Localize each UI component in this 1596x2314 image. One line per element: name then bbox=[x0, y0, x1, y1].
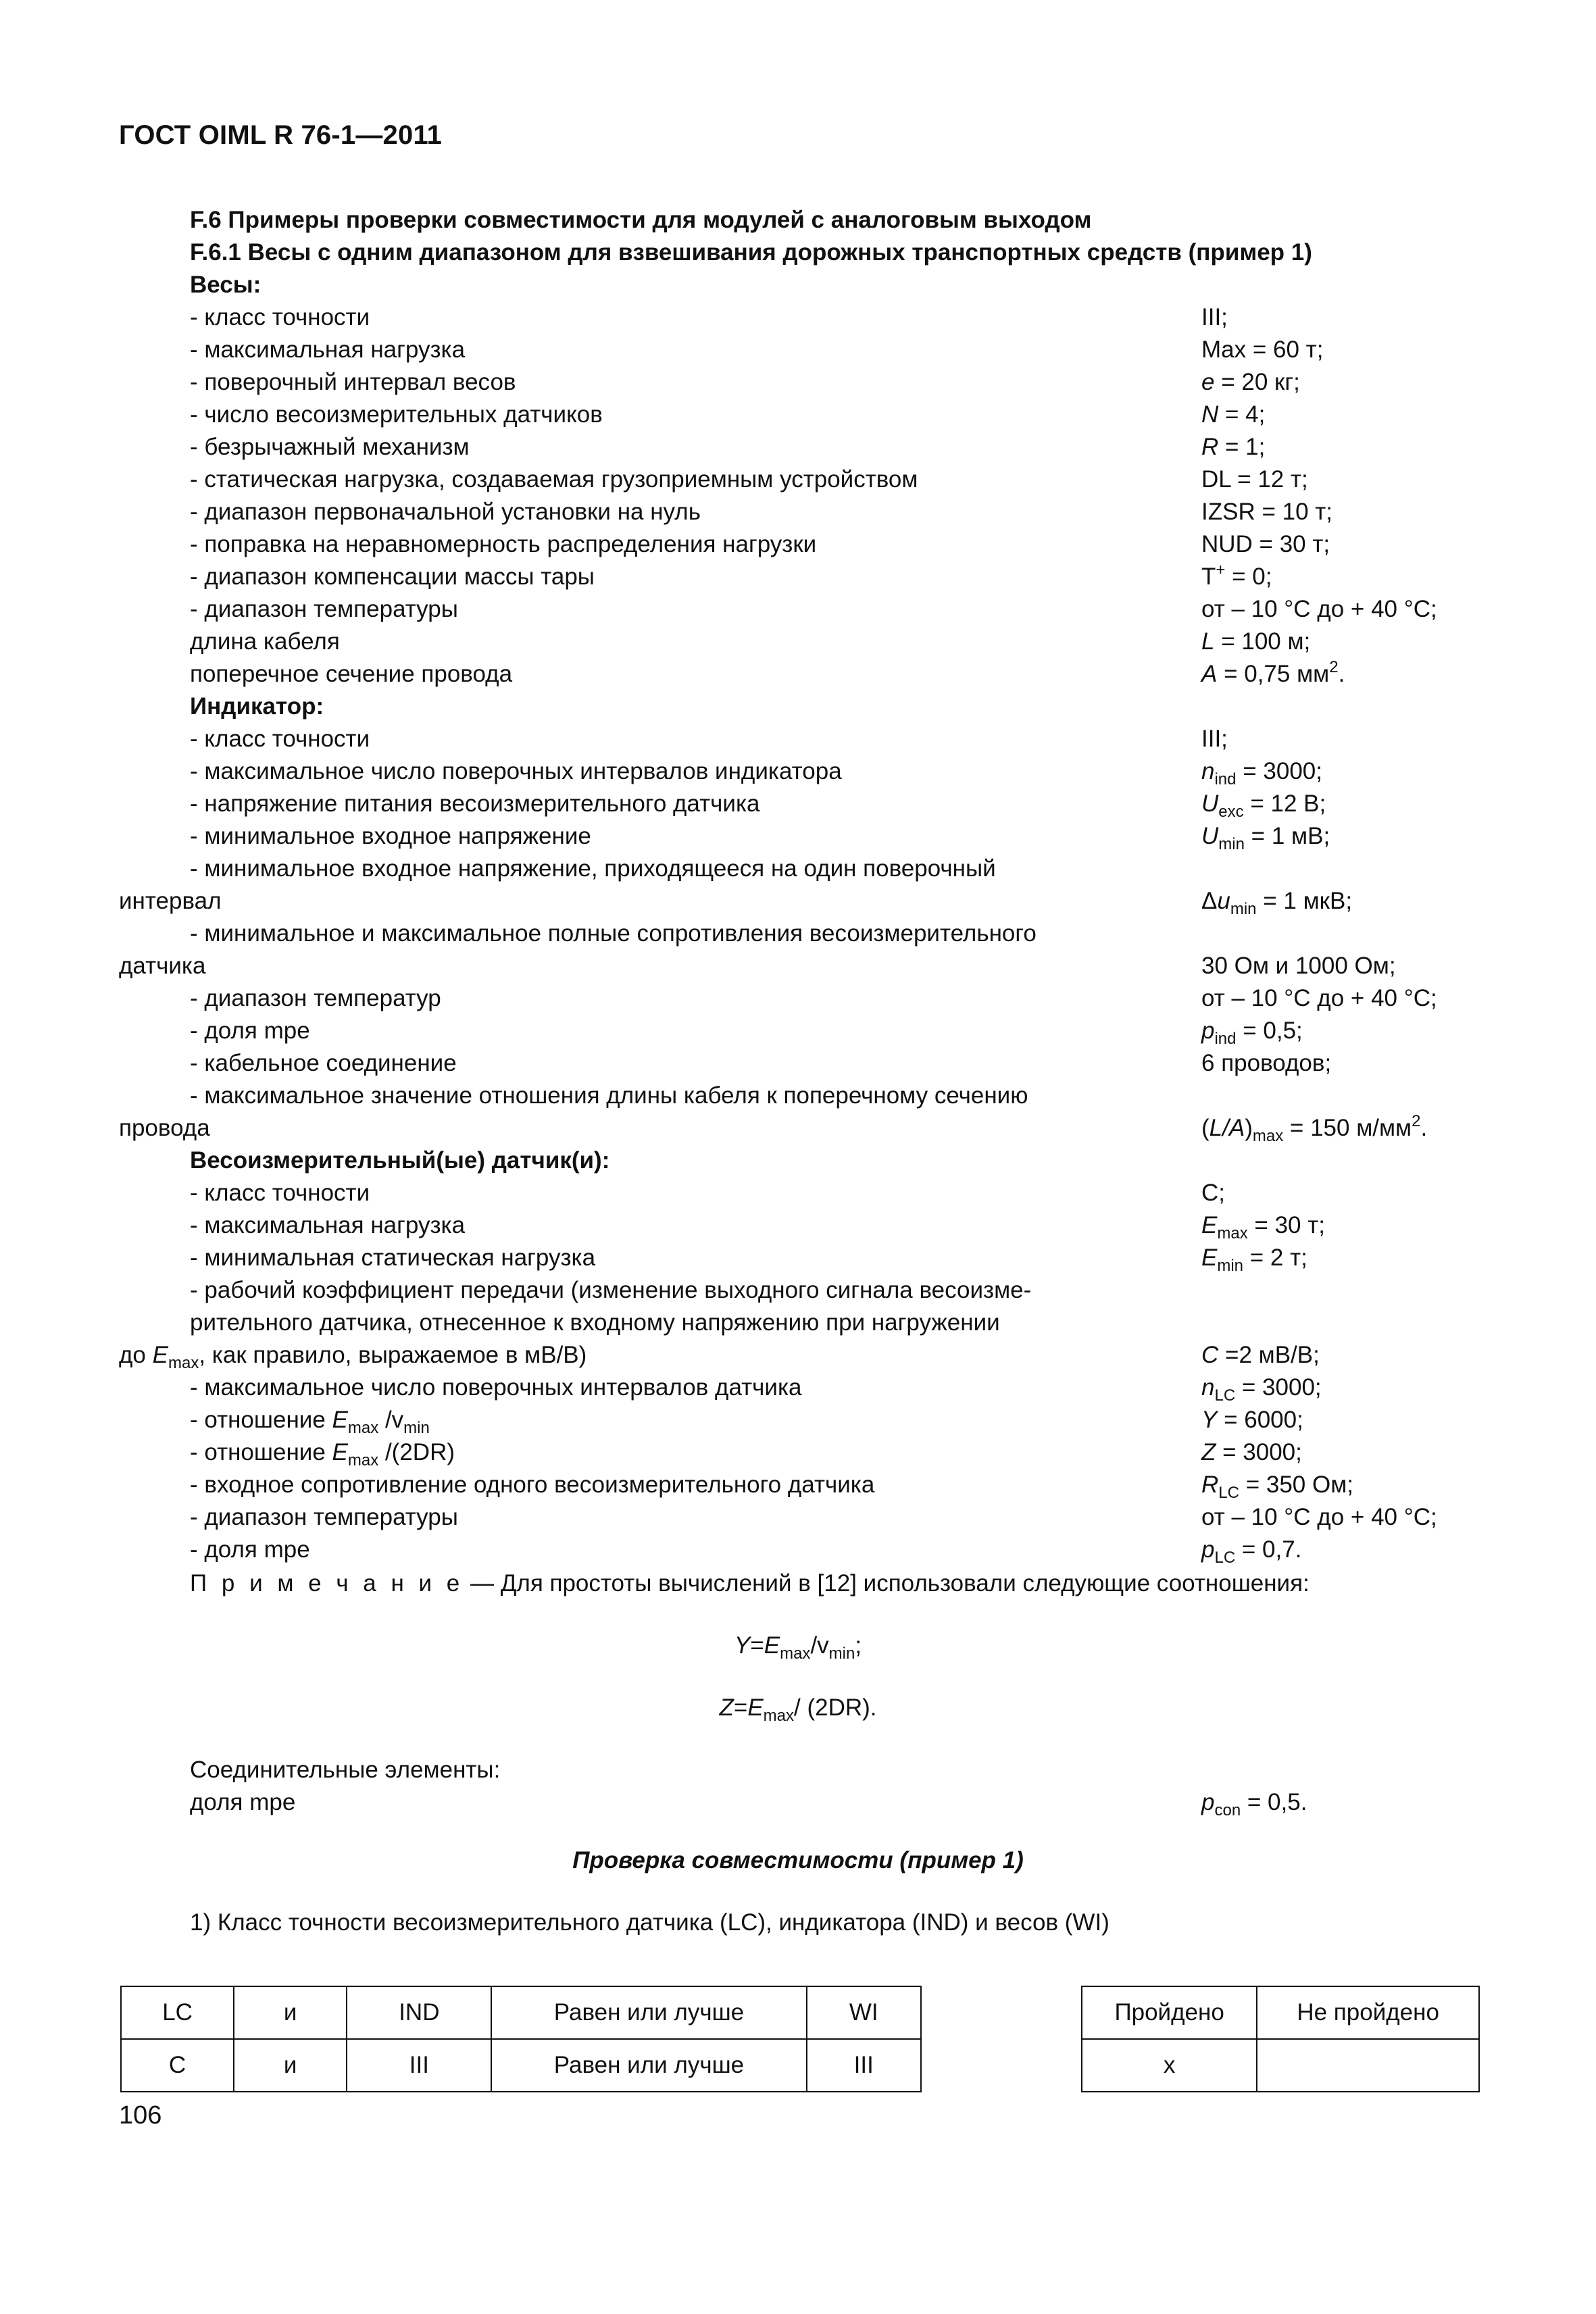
param-value: $p_{con} = 0,5$. bbox=[1201, 1789, 1307, 1819]
table-header: Пройдено bbox=[1082, 1986, 1257, 2039]
table-cell: Равен или лучше bbox=[491, 1986, 806, 2039]
passed-mark: x bbox=[1082, 2039, 1257, 2092]
param-row bbox=[119, 301, 1470, 334]
param-row bbox=[119, 626, 1470, 658]
formula-z: $Z=E_{max}/$ (2DR). bbox=[719, 1694, 877, 1725]
param-value: от – 10 °C до + 40 °C; bbox=[1201, 596, 1437, 622]
table-cell: IND bbox=[347, 1986, 491, 2039]
param-value: $(L/A)_{max} = 150$ $м/мм^2$. bbox=[1201, 1112, 1428, 1145]
param-row bbox=[119, 755, 1470, 788]
param-label: - доля mpe bbox=[190, 1017, 310, 1044]
param-value: 6 проводов; bbox=[1201, 1050, 1332, 1076]
param-value: $E_{min} = 2$ т; bbox=[1201, 1244, 1307, 1275]
param-row bbox=[119, 1534, 1470, 1566]
scales-list bbox=[119, 301, 1470, 690]
param-row bbox=[119, 950, 1470, 982]
param-label: - диапазон температуры bbox=[190, 1504, 458, 1530]
param-value: $n_{ind} = 3000$; bbox=[1201, 758, 1322, 788]
param-value: Y = 6000; bbox=[1201, 1407, 1303, 1433]
table-row bbox=[1082, 2039, 1479, 2092]
indicator-heading: Индикатор: bbox=[190, 693, 324, 720]
param-value: $\Delta u_{min} = 1$ мкВ; bbox=[1201, 888, 1353, 918]
param-label: - число весоизмерительных датчиков bbox=[190, 401, 603, 428]
result-table bbox=[1081, 1986, 1480, 2092]
param-row bbox=[119, 1112, 1470, 1145]
section-heading: F.6 Примеры проверки совместимости для модулей с аналоговым выходом bbox=[190, 207, 1092, 233]
param-value: 30 Ом и 1000 Ом; bbox=[1201, 953, 1396, 979]
param-label: - минимальная статическая нагрузка bbox=[190, 1244, 596, 1271]
document-header: ГОСТ OIML R 76-1—2011 bbox=[119, 120, 443, 150]
param-value: R = 1; bbox=[1201, 434, 1266, 460]
param-row bbox=[119, 463, 1470, 496]
param-label: - поправка на неравномерность распределения нагрузки bbox=[190, 531, 817, 557]
connectors-heading: Соединительные элементы: bbox=[190, 1757, 501, 1783]
table-cell: WI bbox=[807, 1986, 922, 2039]
section-subheading: F.6.1 Весы с одним диапазоном для взвешивания дорожных транспортных средств (пример 1) bbox=[190, 239, 1312, 266]
param-label: - доля mpe bbox=[190, 1536, 310, 1563]
table-header: Не пройдено bbox=[1257, 1986, 1479, 2039]
param-value: $U_{min} = 1$ мВ; bbox=[1201, 823, 1330, 853]
class-comparison-table bbox=[120, 1986, 922, 2092]
param-row bbox=[119, 885, 1470, 917]
param-row bbox=[119, 1242, 1470, 1274]
param-row bbox=[119, 982, 1470, 1015]
param-label: - кабельное соединение bbox=[190, 1050, 457, 1076]
table-row bbox=[121, 1986, 921, 2039]
param-row bbox=[119, 1015, 1470, 1047]
param-value: A = 0,75 $мм^2$. bbox=[1201, 658, 1345, 687]
param-value: C =2 мВ/В; bbox=[1201, 1342, 1320, 1368]
table-cell: LC bbox=[121, 1986, 234, 2039]
param-label: - класс точности bbox=[190, 1180, 370, 1206]
param-label-line: - рабочий коэффициент передачи (изменение выходного сигнала весоизме- bbox=[190, 1277, 1032, 1303]
param-value: C; bbox=[1201, 1180, 1225, 1206]
param-label: - класс точности bbox=[190, 304, 370, 330]
table-cell: III bbox=[347, 2039, 491, 2092]
param-label: - максимальное число поверочных интервалов индикатора bbox=[190, 758, 842, 784]
table-cell: и bbox=[234, 1986, 347, 2039]
param-value: $R_{LC} = 350$ Ом; bbox=[1201, 1472, 1353, 1502]
param-label: - безрычажный механизм bbox=[190, 434, 470, 460]
param-value: от – 10 °C до + 40 °C; bbox=[1201, 1504, 1437, 1530]
table-cell bbox=[1257, 2039, 1479, 2092]
formula-y: $Y=E_{max}/v_{min}$; bbox=[734, 1632, 862, 1663]
scales-heading: Весы: bbox=[190, 272, 261, 298]
param-row bbox=[119, 1339, 1470, 1372]
param-row bbox=[119, 1404, 1470, 1436]
param-value: $n_{LC} = 3000$; bbox=[1201, 1374, 1322, 1405]
param-value: DL = 12 т; bbox=[1201, 466, 1308, 493]
param-label: - класс точности bbox=[190, 726, 370, 752]
param-label: датчика bbox=[119, 953, 206, 979]
param-label: - напряжение питания весоизмерительного датчика bbox=[190, 790, 760, 817]
note-text: П р и м е ч а н и е — Для простоты вычислений в [12] использовали следующие соотношения: bbox=[190, 1570, 1310, 1596]
param-value: от – 10 °C до + 40 °C; bbox=[1201, 985, 1437, 1011]
param-label: до $E_{max}$, как правило, выражаемое в мВ/В) bbox=[119, 1342, 587, 1372]
param-label: - максимальная нагрузка bbox=[190, 1212, 466, 1238]
param-value: N = 4; bbox=[1201, 401, 1266, 428]
param-row bbox=[119, 399, 1470, 431]
param-label: - отношение $E_{max}$ /(2DR) bbox=[190, 1439, 455, 1469]
param-label: - диапазон первоначальной установки на нуль bbox=[190, 499, 701, 525]
param-row bbox=[119, 528, 1470, 561]
param-label: - минимальное входное напряжение bbox=[190, 823, 591, 849]
param-label: поперечное сечение провода bbox=[190, 661, 513, 687]
param-label: длина кабеля bbox=[190, 628, 340, 655]
param-label: провода bbox=[119, 1115, 210, 1141]
param-row bbox=[119, 431, 1470, 463]
param-value: L = 100 м; bbox=[1201, 628, 1311, 655]
param-value: $p_{ind} = 0,5$; bbox=[1201, 1017, 1303, 1048]
param-label-line: - минимальное входное напряжение, приходящееся на один поверочный bbox=[190, 855, 996, 882]
table-cell: III bbox=[807, 2039, 922, 2092]
param-label: - максимальная нагрузка bbox=[190, 336, 466, 363]
param-value: III; bbox=[1201, 726, 1228, 752]
page-number: 106 bbox=[119, 2101, 162, 2130]
param-label: интервал bbox=[119, 888, 222, 914]
param-value: T+ = 0; bbox=[1201, 561, 1272, 590]
param-row bbox=[119, 1436, 1470, 1469]
param-value: IZSR = 10 т; bbox=[1201, 499, 1333, 525]
param-row bbox=[119, 334, 1470, 366]
param-label: - диапазон компенсации массы тары bbox=[190, 563, 595, 590]
param-label-line: рительного датчика, отнесенное к входному напряжению при нагружении bbox=[190, 1309, 1000, 1336]
param-label-line: - максимальное значение отношения длины кабеля к поперечному сечению bbox=[190, 1082, 1028, 1109]
param-row bbox=[119, 788, 1470, 820]
param-value: NUD = 30 т; bbox=[1201, 531, 1330, 557]
param-row bbox=[119, 1469, 1470, 1501]
param-value: Max = 60 т; bbox=[1201, 336, 1324, 363]
loadcell-heading: Весоизмерительный(ые) датчик(и): bbox=[190, 1147, 610, 1174]
table-row bbox=[1082, 1986, 1479, 2039]
table-row bbox=[121, 2039, 921, 2092]
param-value: e = 20 кг; bbox=[1201, 369, 1300, 395]
param-row bbox=[119, 723, 1470, 755]
table-cell: C bbox=[121, 2039, 234, 2092]
param-label: - максимальное число поверочных интервалов датчика bbox=[190, 1374, 802, 1401]
param-label: - статическая нагрузка, создаваемая грузоприемным устройством bbox=[190, 466, 918, 493]
param-row bbox=[119, 496, 1470, 528]
param-value: III; bbox=[1201, 304, 1228, 330]
param-value: $p_{LC} = 0,7$. bbox=[1201, 1536, 1302, 1567]
param-label-line: - минимальное и максимальное полные сопротивления весоизмерительного bbox=[190, 920, 1037, 947]
param-row bbox=[119, 593, 1470, 626]
table-cell: Равен или лучше bbox=[491, 2039, 806, 2092]
check-title: Проверка совместимости (пример 1) bbox=[572, 1847, 1024, 1873]
check-item-1: 1) Класс точности весоизмерительного датчика (LC), индикатора (IND) и весов (WI) bbox=[190, 1909, 1109, 1936]
param-value: Z = 3000; bbox=[1201, 1439, 1302, 1465]
param-value: $E_{max} = 30$ т; bbox=[1201, 1212, 1325, 1242]
param-row bbox=[119, 658, 1470, 690]
param-label: - диапазон температур bbox=[190, 985, 441, 1011]
param-row bbox=[119, 1501, 1470, 1534]
param-row bbox=[119, 1786, 1470, 1819]
param-label: доля mpe bbox=[190, 1789, 296, 1815]
document-body bbox=[119, 204, 1470, 1939]
param-row bbox=[119, 1372, 1470, 1404]
param-row bbox=[119, 366, 1470, 399]
param-row bbox=[119, 1177, 1470, 1209]
param-row bbox=[119, 1209, 1470, 1242]
param-label: - входное сопротивление одного весоизмерительного датчика bbox=[190, 1472, 875, 1498]
param-label: - поверочный интервал весов bbox=[190, 369, 516, 395]
param-label: - диапазон температуры bbox=[190, 596, 458, 622]
param-value: $U_{exc} = 12$ В; bbox=[1201, 790, 1326, 821]
param-label: - отношение $E_{max}$ $/v_{min}$ bbox=[190, 1407, 430, 1437]
param-row bbox=[119, 820, 1470, 853]
param-row bbox=[119, 561, 1470, 593]
param-row bbox=[119, 1047, 1470, 1080]
table-cell: и bbox=[234, 2039, 347, 2092]
